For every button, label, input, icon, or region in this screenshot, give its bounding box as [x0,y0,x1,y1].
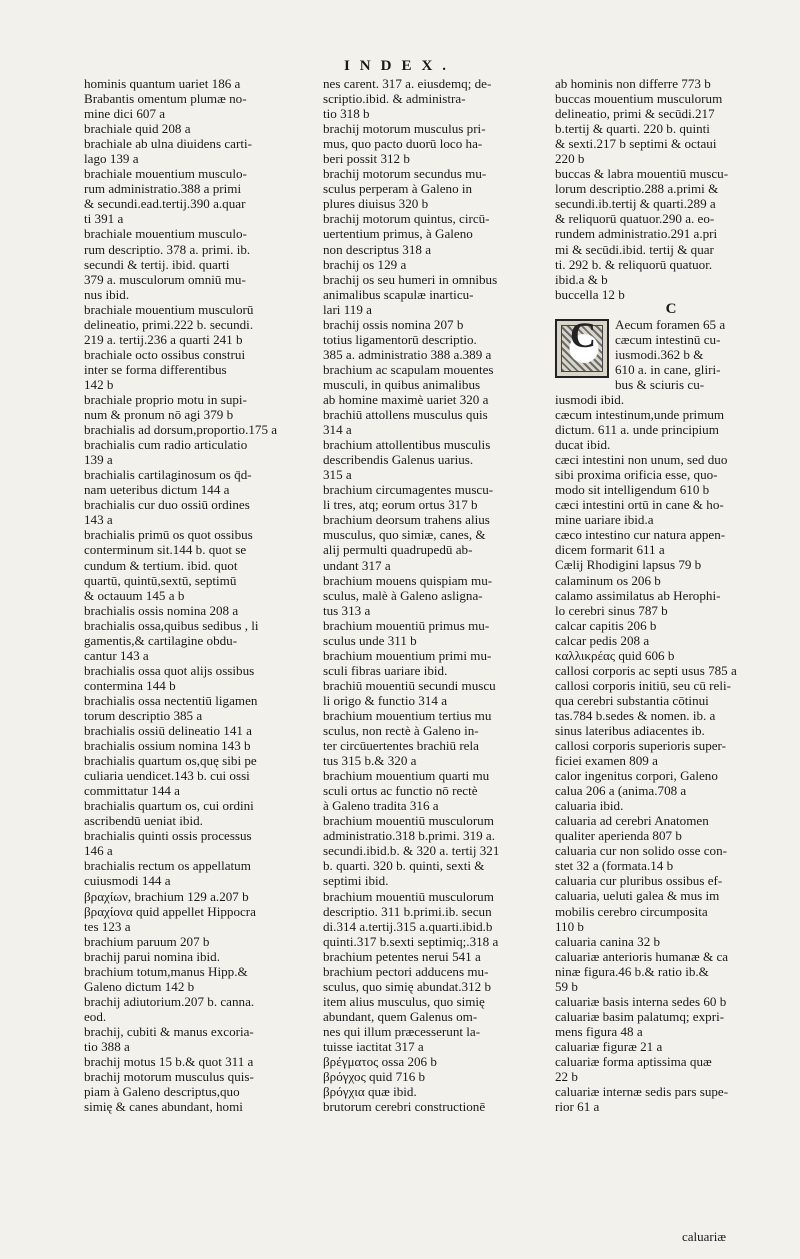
index-entry-line: & reliquorū quatuor.290 a. eo- [555,211,715,227]
index-entry-line: buccas & labra mouentiū muscu- [555,166,729,182]
index-entry-line: cæcum intestinū cu- [615,331,721,347]
index-entry-line: brachij adiutorium.207 b. canna. [84,993,255,1009]
index-entry-line: plures diuisus 320 b [323,196,429,212]
index-entry-line: ibid.a & b [555,271,608,287]
index-entry-line: brachialis quartum os, cui ordini [84,798,254,814]
index-entry-line: nes qui illum præcesserunt la- [323,1023,481,1039]
index-entry-line: callosi corporis superioris super- [555,738,727,754]
index-entry-line: b.tertij & quarti. 220 b. quinti [555,121,710,137]
index-entry-line: secundi & tertij. ibid. quarti [84,256,230,272]
index-entry-line: brachialis ad dorsum,proportio.175 a [84,422,278,438]
index-entry-line: cundum & tertium. ibid. quot [84,557,238,573]
index-entry-line: brachialis cartilaginosum os q̄d- [84,467,252,483]
index-entry-line: modo sit intelligendum 610 b [555,482,710,498]
index-entry-line: septimi ibid. [323,873,389,889]
index-entry-line: sculus perperam à Galeno in [323,181,473,197]
index-entry-line: cantur 143 a [84,647,149,663]
index-entry-line: brachium attollentibus musculis [323,437,491,453]
index-entry-line: ascribendū ueniat ibid. [84,813,203,829]
index-entry-line: musculus, quo simiæ, canes, & [323,527,486,543]
index-entry-line: mine uariare ibid.a [555,512,654,528]
index-entry-line: Brabantis omentum plumæ no- [84,91,247,107]
index-entry-line: brachium mouentium quarti mu [323,768,490,784]
index-entry-line: li origo & functio 314 a [323,692,448,708]
index-entry-line: delineatio, primi.222 b. secundi. [84,316,254,332]
index-entry-line: 610 a. in cane, gliri- [615,361,721,377]
index-entry-line: brachij motus 15 b.& quot 311 a [84,1054,254,1070]
index-entry-line: brachialis ossis nomina 208 a [84,602,239,618]
index-entry-line: qua cerebri substantia cōtinui [555,692,709,708]
index-entry-line: caluariæ forma aptissima quæ [555,1054,712,1069]
index-column-3 [555,76,787,1236]
index-entry-line: sculi fibras uariare ibid. [323,662,448,678]
index-entry-line: committatur 144 a [84,783,180,799]
index-entry-line: brachium ac scapulam mouentes [323,361,494,377]
index-entry-line: musculi, in quibus animalibus [323,376,481,392]
index-entry-line: culiaria uendicet.143 b. cui ossi [84,768,250,784]
index-entry-line: ficiei examen 809 a [555,753,658,769]
index-entry-line: brachium mouens quispiam mu- [323,572,493,588]
index-entry-line: Cælij Rhodigini lapsus 79 b [555,557,702,573]
index-entry-line: ab homine maximè uariet 320 a [323,391,489,407]
index-entry-line: mus, quo pacto duorū loco ha- [323,136,483,152]
index-entry-line: nam ueteribus dictum 144 a [84,482,230,498]
index-entry-line: callosi corporis initiū, seu cū reli- [555,677,731,693]
index-entry-line: calua 206 a (anima.708 a [555,783,687,799]
index-entry-line: brachiale mouentium musculo- [84,226,247,242]
index-entry-line: calaminum os 206 b [555,572,661,588]
index-entry-line: tes 123 a [84,918,131,934]
index-entry-line: brachij motorum musculus quis- [84,1069,254,1085]
index-entry-line: Aecum foramen 65 a [615,316,726,332]
index-entry-line: 219 a. tertij.236 a quarti 241 b [84,331,243,347]
index-entry-line: ti. 292 b. & reliquorū quatuor. [555,256,713,272]
index-entry-line: tuisse iactitat 317 a [323,1039,424,1054]
index-entry-line: sibi proxima orificia esse, quo- [555,467,718,483]
index-entry-line: tus 315 b.& 320 a [323,753,417,769]
index-entry-line: descriptio. 311 b.primi.ib. secun [323,903,492,919]
index-entry-line: brachiū attollens musculus quis [323,407,488,423]
index-entry-line: cæco intestino cur natura appen- [555,527,726,543]
index-entry-line: brachialis cum radio articulatio [84,437,248,453]
index-entry-line: caluaria ibid. [555,798,624,814]
index-entry-line: 143 a [84,512,113,528]
index-entry-line: 220 b [555,151,585,167]
index-entry-line: li tres, atq; eorum ortus 317 b [323,497,478,513]
index-entry-line: brachium circumagentes muscu- [323,482,494,498]
index-entry-line: uertentium primus, à Galeno [323,226,473,242]
index-entry-line: di.314 a.tertij.315 a.quarti.ibid.b [323,918,493,934]
index-entry-line: rum administratio.388 a primi [84,181,242,197]
index-entry-line: brachium pectori adducens mu- [323,963,489,979]
index-entry-line: lorum descriptio.288 a.primi & [555,181,719,197]
index-entry-line: brachium paruum 207 b [84,933,210,949]
index-entry-line: cæci intestini non unum, sed duo [555,452,728,468]
index-entry-line: conterminum sit.144 b. quot se [84,542,247,558]
index-entry-line: ab hominis non differre 773 b [555,76,711,91]
index-entry-line: brachiale mouentium musculorū [84,301,254,317]
index-entry-line: item alius musculus, quo simię [323,993,485,1009]
index-entry-line: num & pronum nō agi 379 b [84,407,234,423]
index-entry-line: rundem administratio.291 a.pri [555,226,718,242]
index-entry-line: dictum. 611 a. unde principium [555,422,719,438]
index-entry-line: calcar capitis 206 b [555,617,657,633]
index-entry-line: βρόγχια quæ ibid. [323,1084,417,1100]
index-entry-line: brachialis quartum os,quę sibi pe [84,753,257,769]
index-entry-line: nus ibid. [84,286,130,302]
index-entry-line: βρέγματος ossa 206 b [323,1054,437,1070]
index-entry-line: gamentis,& cartilagine obdu- [84,632,238,648]
index-entry-line: sculus unde 311 b [323,632,417,648]
index-entry-line: 22 b [555,1069,578,1085]
index-entry-line: brachium petentes nerui 541 a [323,948,481,964]
index-entry-line: caluaria ad cerebri Anatomen [555,813,709,829]
index-entry-line: calcar pedis 208 a [555,632,650,648]
index-entry-line: brachialis rectum os appellatum [84,858,251,874]
index-entry-line: brachialis quinti ossis processus [84,828,252,844]
index-entry-line: brachij motorum musculus pri- [323,121,486,137]
index-entry-line: rior 61 a [555,1099,600,1115]
index-entry-line: cuiusmodi 144 a [84,873,171,889]
index-entry-line: tas.784 b.sedes & nomen. ib. a [555,707,716,723]
index-entry-line: scriptio.ibid. & administra- [323,91,466,107]
index-entry-line: 110 b [555,918,584,934]
index-entry-line: animalibus scapulæ inarticu- [323,286,474,302]
index-entry-line: brachium mouentiū primus mu- [323,617,490,633]
index-entry-line: rum descriptio. 378 a. primi. ib. [84,241,251,257]
index-entry-line: brachium mouentiū musculorum [323,813,494,829]
index-entry-line: brachium deorsum trahens alius [323,512,490,528]
index-entry-line: ducat ibid. [555,437,611,453]
index-entry-line: lari 119 a [323,301,372,317]
index-entry-line: administratio.318 b.primi. 319 a. [323,828,496,844]
index-entry-line: secundi.ib.tertij & quarti.289 a [555,196,716,212]
index-entry-line: & secundi.ead.tertij.390 a.quar [84,196,246,212]
index-entry-line: sculus, malè à Galeno asligna- [323,587,483,603]
index-entry-line: brachij motorum secundus mu- [323,166,487,182]
index-entry-line: 379 a. musculorum omniū mu- [84,271,246,287]
index-entry-line: caluariæ basis interna sedes 60 b [555,993,727,1009]
index-entry-line: iusmodi ibid. [555,391,625,407]
index-entry-line: brachium mouentium primi mu- [323,647,492,663]
index-entry-line: brachiale mouentium musculo- [84,166,247,182]
index-entry-line: brachialis ossa nectentiū ligamen [84,692,258,708]
index-entry-line: quinti.317 b.sexti septimiq;.318 a [323,933,499,949]
index-entry-line: 314 a [323,422,352,438]
index-entry-line: & sexti.217 b septimi & octaui [555,136,717,152]
index-column-1 [84,76,316,1236]
index-entry-line: piam à Galeno descriptus,quo [84,1084,240,1100]
index-entry-line: qualiter aperienda 807 b [555,828,682,844]
index-entry-line: 146 a [84,843,113,859]
index-entry-line: caluariæ basim palatumq; expri- [555,1008,725,1024]
index-entry-line: caluaria cur pluribus ossibus ef- [555,873,723,889]
index-entry-line: lo cerebri sinus 787 b [555,602,668,618]
index-entry-line: Galeno dictum 142 b [84,978,195,994]
index-entry-line: sculi ortus ac functio nō rectè [323,783,478,799]
column-3-part-a [555,76,787,302]
index-entry-line: brachium mouentium tertius mu [323,707,492,723]
index-entry-line: brachium totum,manus Hipp.& [84,963,248,979]
index-entry-line: brachialis primū os quot ossibus [84,527,253,543]
index-entry-line: brachiale octo ossibus construi [84,346,246,362]
catchword: caluariæ [681,1229,726,1244]
index-entry-line: stet 32 a (formata.14 b [555,858,674,874]
index-entry-line: sculus, quo simię abundat.312 b [323,978,492,994]
dropcap-c-image [555,319,609,378]
index-entry-line: mine dici 607 a [84,106,166,122]
index-entry-line: brachium mouentiū musculorum [323,888,494,904]
index-entry-line: beri possit 312 b [323,151,410,167]
index-entry-line: à Galeno tradita 316 a [323,798,439,814]
index-entry-line: contermina 144 b [84,677,176,693]
index-entry-line: brachiale quid 208 a [84,121,191,137]
index-entry-line: ninæ figura.46 b.& ratio ib.& [555,963,709,979]
index-entry-line: brachiale proprio motu in supi- [84,391,247,407]
index-entry-line: brachij os 129 a [323,256,407,272]
index-entry-line: brachij ossis nomina 207 b [323,316,464,332]
dropcap-block [555,317,787,392]
index-entry-line: b. quarti. 320 b. quinti, sexti & [323,858,485,874]
index-entry-line: inter se forma differentibus [84,361,227,377]
index-entry-line: 385 a. administratio 388 a.389 a [323,346,492,362]
index-entry-line: lago 139 a [84,151,139,167]
index-entry-line: delineatio, primi & secūdi.217 [555,106,715,122]
index-entry-line: quartū, quintū,sextū, septimū [84,572,237,588]
index-entry-line: cæci intestini ortū in cane & ho- [555,497,724,513]
index-entry-line: mens figura 48 a [555,1023,643,1039]
column-3-part-b [555,392,787,1114]
index-entry-line: βραχίων, brachium 129 a.207 b [84,888,249,904]
index-entry-line: tio 388 a [84,1039,130,1054]
index-entry-line: torum descriptio 385 a [84,707,203,723]
index-entry-line: sinus lateribus adiacentes ib. [555,722,705,738]
index-entry-line: brachij parui nomina ibid. [84,948,220,964]
index-entry-line: calor ingenitus corpori, Galeno [555,768,718,784]
index-entry-line: brachij, cubiti & manus excoria- [84,1023,254,1039]
index-entry-line: brachij os seu humeri in omnibus [323,271,498,287]
index-entry-line: non descriptus 318 a [323,241,432,257]
index-entry-line: simię & canes abundant, homi [84,1099,243,1115]
index-entry-line: secundi.ibid.b. & 320 a. tertij 321 [323,843,500,859]
index-entry-line: & octauum 145 a b [84,587,185,603]
index-entry-line: brachialis ossium nomina 143 b [84,738,251,754]
index-entry-line: calamo assimilatus ab Herophi- [555,587,721,603]
index-entry-line: mi & secūdi.ibid. tertij & quar [555,241,714,257]
index-entry-line: callosi corporis ac septi usus 785 a [555,662,737,678]
index-entry-line: alij permulti quadrupedū ab- [323,542,473,558]
index-entry-line: καλλικρέας quid 606 b [555,647,675,663]
index-entry-line: caluariæ anterioris humanæ & ca [555,948,729,964]
index-entry-line: brachialis ossiū delineatio 141 a [84,723,252,739]
index-entry-line: dicem formarit 611 a [555,542,665,558]
index-entry-line: ti 391 a [84,211,124,227]
index-entry-line: caluaria cur non solido osse con- [555,843,727,859]
index-entry-line: caluaria canina 32 b [555,933,661,949]
index-entry-line: eod. [84,1008,107,1024]
index-entry-line: sculus, non rectè à Galeno in- [323,723,479,739]
index-entry-line: brachialis ossa quot alijs ossibus [84,662,255,678]
index-entry-line: brachialis ossa,quibus sedibus , li [84,617,259,633]
index-entry-line: mobilis cerebro circumposita [555,903,708,919]
index-entry-line: 139 a [84,452,113,468]
index-entry-line: caluaria, ueluti galea & mus im [555,888,720,904]
index-entry-line: brachialis cur duo ossiū ordines [84,497,250,513]
page-header: INDEX. [343,58,457,74]
index-entry-line: buccella 12 b [555,286,625,302]
index-entry-line: totius ligamentorū descriptio. [323,331,477,347]
index-entry-line: βρόγχος quid 716 b [323,1069,426,1085]
index-entry-line: bus & sciuris cu- [615,376,705,392]
index-entry-line: caluariæ internæ sedis pars supe- [555,1084,729,1100]
index-entry-line: hominis quantum uariet 186 a [84,76,241,91]
index-entry-line: buccas mouentium musculorum [555,91,723,107]
index-entry-line: describendis Galenus uarius. [323,452,474,468]
index-entry-line: 142 b [84,376,114,392]
index-entry-line: iusmodi.362 b & [615,346,704,362]
index-entry-line: 315 a [323,467,352,483]
index-entry-line: cæcum intestinum,unde primum [555,406,725,422]
section-letter: C [665,300,677,317]
index-entry-line: βραχίονα quid appellet Hippocra [84,903,256,919]
index-entry-line: tus 313 a [323,602,371,618]
index-entry-line: nes carent. 317 a. eiusdemq; de- [323,76,492,91]
index-entry-line: brutorum cerebri constructionē [323,1099,486,1115]
index-entry-line: brachij motorum quintus, circū- [323,211,490,227]
index-entry-line: tio 318 b [323,106,370,122]
index-entry-line: undant 317 a [323,557,391,573]
index-entry-line: 59 b [555,978,578,994]
index-column-2 [323,76,555,1236]
index-entry-line: ter circūuertentes brachiū rela [323,738,479,754]
index-entry-line: caluariæ figuræ 21 a [555,1038,663,1054]
index-entry-line: brachiū mouentiū secundi muscu [323,677,496,693]
index-entry-line: abundant, quem Galenus om- [323,1008,478,1024]
index-entry-line: brachiale ab ulna diuidens carti- [84,136,252,152]
